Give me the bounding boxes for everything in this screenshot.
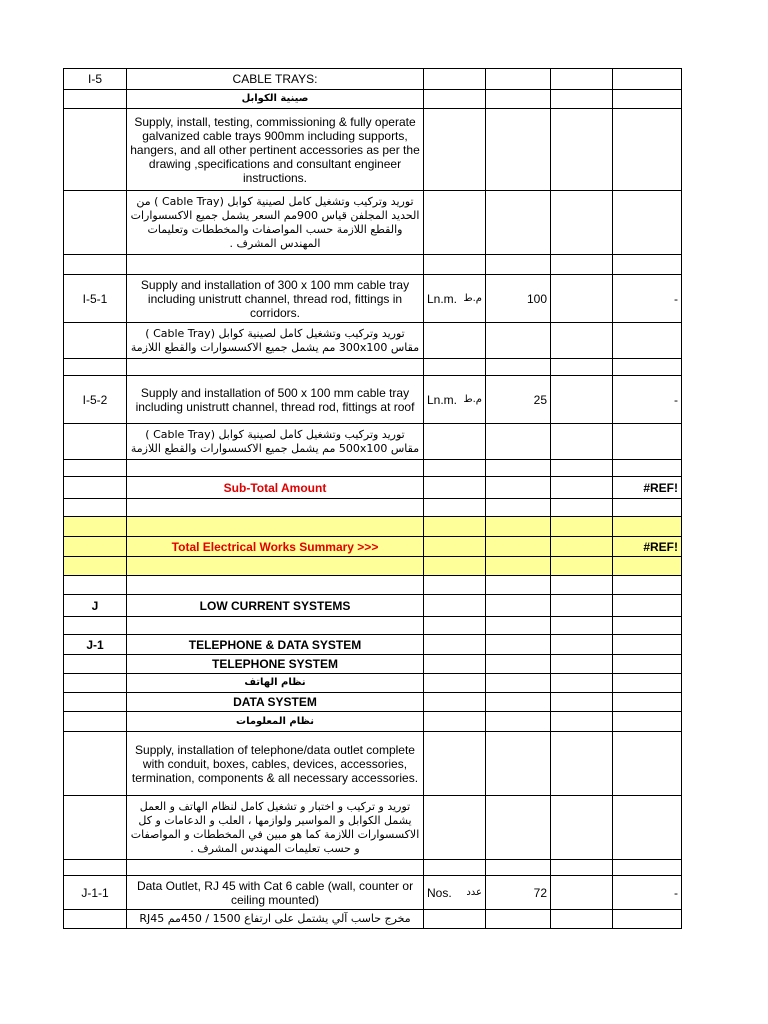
section-title: LOW CURRENT SYSTEMS — [127, 595, 424, 617]
item-description: Supply and installation of 500 x 100 mm cable tray including unistrutt channel, thread rod, fittings at roof — [127, 376, 424, 424]
section-description: Supply, install, testing, commissioning & fully operate galvanized cable trays 900mm including supports, hangers, and all other pertinent accessories as per the drawing ,specifications and consultant engineer instructions. — [127, 109, 424, 191]
subsection-row-ar — [64, 712, 682, 732]
item-description-ar: توريد وتركيب وتشغيل كامل لصينية كوابل (Cable Tray ) مقاس 500x100 مم يشمل جميع الاكسسوارات والقطع اللازمة — [127, 424, 424, 460]
section-description-ar: توريد وتركيب وتشغيل كامل لصينية كوابل (Cable Tray ) من الحديد المجلفن قياس 900مم السعر يشمل جميع الاكسسوارات والقطع اللازمة حسب المواصفات والمخططات وتعليمات المهندس المشرف . — [127, 191, 424, 255]
subsection-title: TELEPHONE & DATA SYSTEM — [127, 635, 424, 655]
item-code: J — [64, 595, 127, 617]
data-title: DATA SYSTEM — [127, 693, 424, 712]
table-row — [64, 275, 682, 323]
item-unit: Ln.m. م.ط — [424, 376, 486, 424]
subsection-row-ar — [64, 674, 682, 693]
item-description-ar: مخرج حاسب آلي يشتمل على ارتفاع 1500 / 450مم RJ45 — [127, 910, 424, 929]
section-row — [64, 69, 682, 90]
subtotal-label: Sub-Total Amount — [127, 477, 424, 499]
item-unit: Ln.m. م.ط — [424, 275, 486, 323]
subtotal-row — [64, 477, 682, 499]
table-row-ar — [64, 424, 682, 460]
description-row-ar — [64, 796, 682, 860]
item-description-ar: توريد وتركيب وتشغيل كامل لصينية كوابل (Cable Tray ) مقاس 300x100 مم يشمل جميع الاكسسوارات والقطع اللازمة — [127, 323, 424, 359]
subsection-row — [64, 655, 682, 674]
item-unit: Nos. عدد — [424, 876, 486, 910]
section-title-ar: صينية الكوابل — [127, 90, 424, 109]
item-code: J-1-1 — [64, 876, 127, 910]
description-row — [64, 109, 682, 191]
subsection-row — [64, 635, 682, 655]
item-description: Supply and installation of 300 x 100 mm cable tray including unistrutt channel, thread rod, fittings in corridors. — [127, 275, 424, 323]
summary-row — [64, 537, 682, 557]
section-row-ar — [64, 90, 682, 109]
data-title-ar: نظام المعلومات — [127, 712, 424, 732]
item-amount: - — [613, 376, 682, 424]
table-row-ar — [64, 910, 682, 929]
table-row — [64, 876, 682, 910]
item-code: I-5 — [64, 69, 127, 90]
item-quantity: 25 — [486, 376, 551, 424]
section-row — [64, 595, 682, 617]
section-description-ar: توريد و تركيب و اختبار و تشغيل كامل لنظام الهاتف و العمل يشمل الكوابل و المواسير ولوازمها ، العلب و الدعامات و كل الاكسسوارات اللازمة كما هو مبين في المخططات و المواصفات و حسب تعليمات المهندس المشرف . — [127, 796, 424, 860]
table-row-ar — [64, 323, 682, 359]
boq-table — [63, 68, 682, 929]
summary-value: #REF! — [613, 537, 682, 557]
item-description: Data Outlet, RJ 45 with Cat 6 cable (wall, counter or ceiling mounted) — [127, 876, 424, 910]
telephone-title: TELEPHONE SYSTEM — [127, 655, 424, 674]
item-code: J-1 — [64, 635, 127, 655]
description-row — [64, 732, 682, 796]
subtotal-value: #REF! — [613, 477, 682, 499]
summary-label: Total Electrical Works Summary >>> — [127, 537, 424, 557]
item-amount: - — [613, 275, 682, 323]
table-row — [64, 376, 682, 424]
item-code: I-5-2 — [64, 376, 127, 424]
item-quantity: 100 — [486, 275, 551, 323]
item-code: I-5-1 — [64, 275, 127, 323]
subsection-row — [64, 693, 682, 712]
item-quantity: 72 — [486, 876, 551, 910]
item-amount: - — [613, 876, 682, 910]
description-row-ar — [64, 191, 682, 255]
telephone-title-ar: نظام الهاتف — [127, 674, 424, 693]
section-description: Supply, installation of telephone/data outlet complete with conduit, boxes, cables, devices, accessories, termination, components & all necessary accessories. — [127, 732, 424, 796]
section-title: CABLE TRAYS: — [127, 69, 424, 90]
